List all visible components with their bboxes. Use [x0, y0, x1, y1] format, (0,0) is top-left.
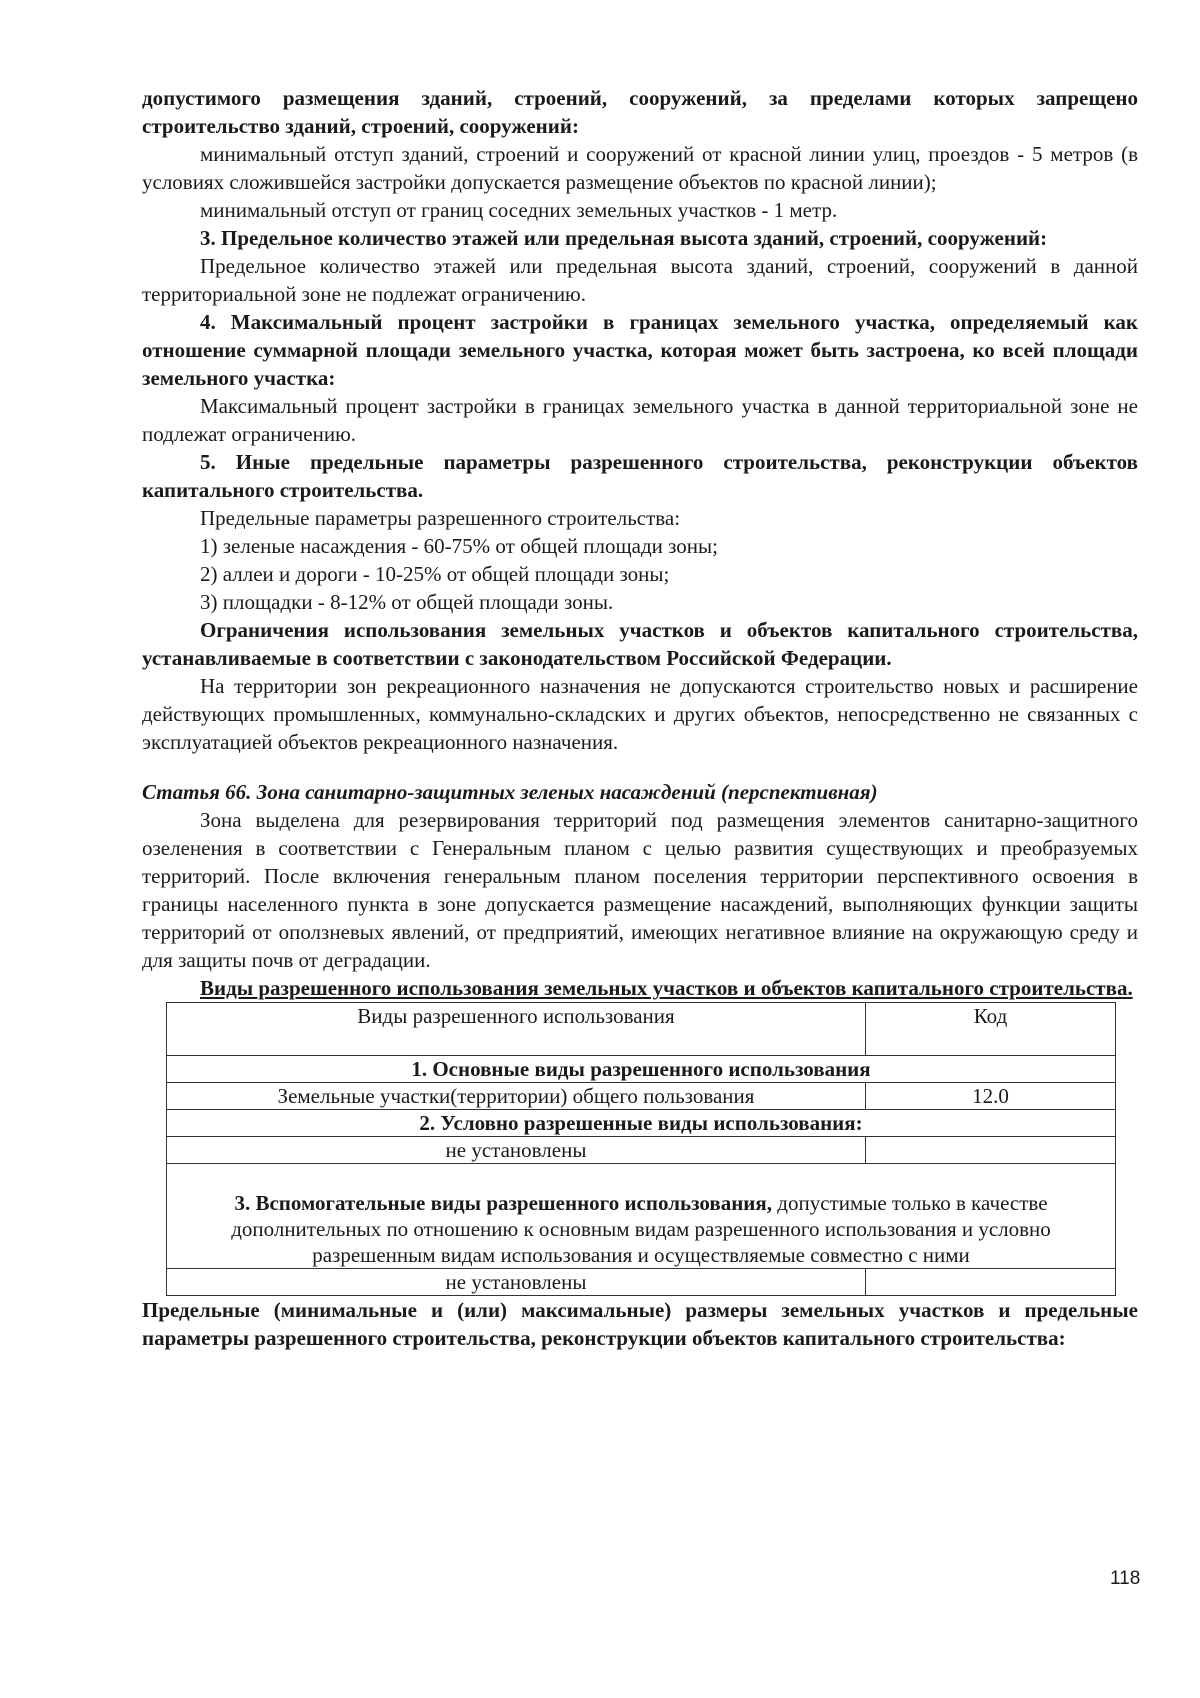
paragraph-parameters-intro: Предельные параметры разрешенного строительства:: [200, 506, 681, 530]
table-header-row: [167, 1003, 1116, 1056]
table-header-cell: Виды разрешенного использования: [167, 1003, 866, 1056]
paragraph-restrictions: На территории зон рекреационного назначения не допускаются строительство новых и расширение действующих промышленных, коммунально-складских и других объектов, непосредственно не связанных с эксплуатацией объектов рекреационного назначения.: [142, 674, 1138, 754]
paragraph-zone-description: Зона выделена для резервирования территорий под размещения элементов санитарно-защитного озеленения в соответствии с Генеральным планом с целью развития существующих и преобразуемых территорий. После включения генеральным планом поселения территории перспективного освоения в границы населенного пункта в зоне допускается размещение насаждений, выполняющих функции защиты территорий от оползневых явлений, от предприятий, имеющих негативное влияние на окружающую среду и для защиты почв от деградации.: [142, 808, 1138, 972]
table-section-title-rest: допустимые только в качестве дополнительных по отношению к основным видам разрешенного использования и условно разрешенным видам использования и осуществляемые совместно с ними: [231, 1191, 1051, 1267]
table-section-title: [167, 1164, 1116, 1269]
table-row: [167, 1083, 1116, 1110]
heading-floors-limit: 3. Предельное количество этажей или предельная высота зданий, строений, сооружений:: [200, 226, 1048, 250]
heading-other-parameters: 5. Иные предельные параметры разрешенного строительства, реконструкции объектов капитального строительства.: [142, 450, 1138, 502]
page-number: 118: [1110, 1568, 1141, 1589]
table-section-row: [167, 1110, 1116, 1137]
table-cell: [866, 1137, 1116, 1164]
table-row: [167, 1137, 1116, 1164]
table-cell: не установлены: [167, 1269, 866, 1296]
list-item: 1) зеленые насаждения - 60-75% от общей площади зоны;: [200, 534, 718, 558]
paragraph-max-coverage: Максимальный процент застройки в границах земельного участка в данной территориальной зоне не подлежат ограничению.: [142, 394, 1138, 446]
list-item: 2) аллеи и дороги - 10-25% от общей площади зоны;: [200, 562, 670, 586]
article-title: Статья 66. Зона санитарно-защитных зеленых насаждений (перспективная): [142, 780, 878, 804]
heading-size-limits: Предельные (минимальные и (или) максимальные) размеры земельных участков и предельные параметры разрешенного строительства, реконструкции объектов капитального строительства:: [142, 1298, 1138, 1350]
table-row: [167, 1269, 1116, 1296]
table-section-row: [167, 1056, 1116, 1083]
paragraph-neighbor-setback: минимальный отступ от границ соседних земельных участков - 1 метр.: [200, 198, 838, 222]
permitted-uses-table: [166, 1002, 1116, 1296]
table-section-row: [167, 1164, 1116, 1269]
heading-permitted-uses-text: Виды разрешенного использования земельных участков и объектов капитального строительства.: [200, 976, 1133, 1000]
paragraph-floors-limit: Предельное количество этажей или предельная высота зданий, строений, сооружений в данной территориальной зоне не подлежат ограничению.: [142, 254, 1138, 306]
table-section-title-bold: 3. Вспомогательные виды разрешенного использования,: [234, 1191, 773, 1215]
table-cell: не установлены: [167, 1137, 866, 1164]
table-cell: 12.0: [866, 1083, 1116, 1110]
table-cell: Земельные участки(территории) общего пользования: [167, 1083, 866, 1110]
table-section-title: 2. Условно разрешенные виды использования:: [167, 1110, 1116, 1137]
heading-permitted-uses: [142, 974, 1138, 1002]
heading-max-coverage: 4. Максимальный процент застройки в границах земельного участка, определяемый как отношение суммарной площади земельного участка, которая может быть застроена, ко всей площади земельного участка:: [142, 310, 1138, 390]
table-header-cell: Код: [866, 1003, 1116, 1056]
paragraph-setback-heading: допустимого размещения зданий, строений, сооружений, за пределами которых запрещено строительство зданий, строений, сооружений:: [142, 86, 1138, 138]
heading-restrictions: Ограничения использования земельных участков и объектов капитального строительства, устанавливаемые в соответствии с законодательством Российской Федерации.: [142, 618, 1138, 670]
paragraph-red-line-setback: минимальный отступ зданий, строений и сооружений от красной линии улиц, проездов - 5 метров (в условиях сложившейся застройки допускается размещение объектов по красной линии);: [142, 142, 1138, 194]
document-page: [142, 84, 1138, 1352]
table-cell: [866, 1269, 1116, 1296]
table-section-title: 1. Основные виды разрешенного использования: [167, 1056, 1116, 1083]
list-item: 3) площадки - 8-12% от общей площади зоны.: [200, 590, 614, 614]
